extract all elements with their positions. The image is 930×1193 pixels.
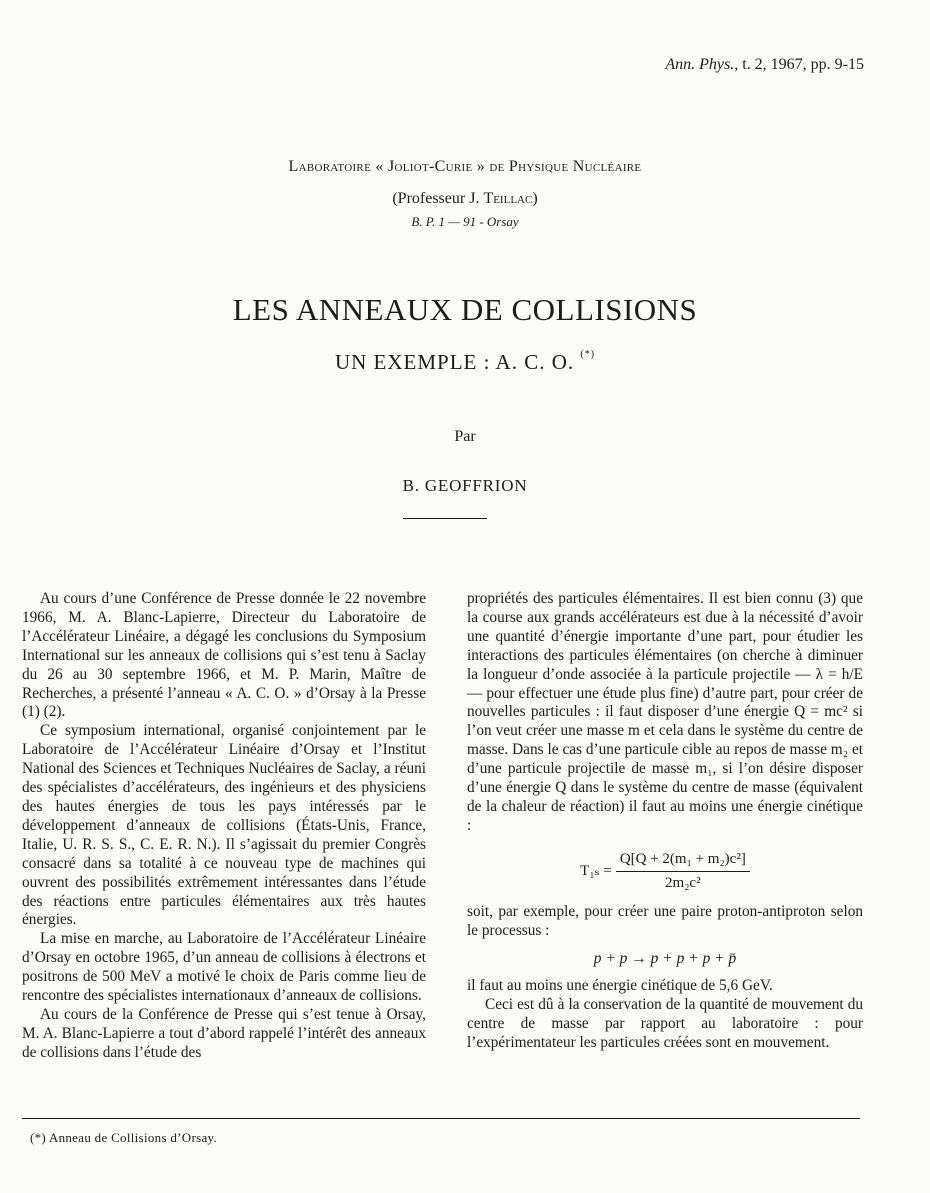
title-divider — [403, 518, 487, 519]
affiliation-laboratory: Laboratoire « Joliot-Curie » de Physique Nucléaire — [288, 158, 642, 175]
affiliation-director — [0, 190, 930, 208]
citation-details: , t. 2, 1967, pp. 9-15 — [734, 56, 864, 73]
by-line: Par — [454, 428, 476, 445]
running-header — [665, 56, 864, 74]
right-paragraph-1: propriétés des particules élémentaires. Il est bien connu (3) que la course aux grands accélérateurs est due à la nécessité d’avoir une quantité d’énergie importante d’une part, pour étudier les interactions des particules élémentaires (on cherche à diminuer la longueur d’onde associée à la particule projectile — λ = h/E — pour effectuer une étude plus fine) d’autre part, pour créer de nouvelles particules : il faut disposer d’une énergie Q = mc² si l’on veut créer une masse m et cela dans le système du centre de masse. Dans le cas d’une particule cible au repos de masse m₂ et d’une particule projectile de masse m₁, si l’on désire disposer d’une énergie Q dans le système du centre de masse (équivalent de la chaleur de réaction) il faut au moins une énergie cinétique : — [467, 590, 863, 834]
formula-denominator: 2m₂c² — [665, 874, 701, 891]
journal-name: Ann. Phys. — [665, 56, 735, 73]
right-paragraph-2: soit, par exemple, pour créer une paire proton-antiproton selon le processus : — [467, 902, 863, 939]
kinetic-energy-formula — [467, 850, 863, 893]
right-column — [467, 590, 863, 1053]
director-name: Teillac — [483, 190, 533, 207]
article-title: LES ANNEAUX DE COLLISIONS — [232, 292, 698, 327]
right-paragraph-4: Ceci est dû à la conservation de la quantité de mouvement du centre de masse par rapport au laboratoire : pour l’expérimentateur les particules créées sont en mouvement. — [467, 996, 863, 1052]
formula-numerator: Q[Q + 2(m₁ + m₂)c²] — [616, 850, 750, 872]
left-column — [22, 590, 426, 1063]
footnote-marker: (*) — [580, 349, 596, 360]
reaction-formula: p + p → p + p + p + p̄ — [593, 950, 737, 968]
director-prefix: (Professeur J. — [392, 190, 484, 207]
affiliation-address: B. P. 1 — 91 - Orsay — [411, 214, 519, 229]
subtitle-text: UN EXEMPLE : A. C. O. — [334, 350, 575, 374]
formula-fraction — [616, 850, 750, 893]
left-paragraph-2: Ce symposium international, organisé conjointement par le Laboratoire de l’Accélérateur Linéaire d’Orsay et l’Institut National des Sciences et Techniques Nucléaires de Saclay, a réuni des spécialistes d’accélérateurs, des ingénieurs et des physiciens des hautes énergies de tous les pays intéressés par le développement d’anneaux de collisions (États-Unis, France, Italie, U. R. S. S., C. E. R. N.). Il s’agissait du premier Congrès consacré dans sa totalité à ce nouveau type de machines qui ouvrent des possibilités extrêmement intéressantes dans l’étude des réactions entre particules élémentaires aux très hautes énergies. — [22, 722, 426, 929]
left-paragraph-1: Au cours d’une Conférence de Presse donnée le 22 novembre 1966, M. A. Blanc-Lapierre, Directeur du Laboratoire de l’Accélérateur Linéaire, a dégagé les conclusions du Symposium International sur les anneaux de collisions qui s’est tenu à Saclay du 26 au 30 septembre 1966, et M. P. Marin, Maître de Recherches, a présenté l’anneau « A. C. O. » d’Orsay à la Presse (1) (2). — [22, 590, 426, 721]
author-name: B. GEOFFRION — [402, 476, 528, 495]
right-paragraph-3: il faut au moins une énergie cinétique de 5,6 GeV. — [467, 977, 773, 995]
left-paragraph-4: Au cours de la Conférence de Presse qui s’est tenue à Orsay, M. A. Blanc-Lapierre a tout d’abord rappelé l’intérêt des anneaux de collisions dans l’étude des — [22, 1005, 426, 1061]
footnote: (*) Anneau de Collisions d’Orsay. — [30, 1130, 218, 1145]
left-paragraph-3: La mise en marche, au Laboratoire de l’Accélérateur Linéaire d’Orsay en octobre 1965, d’un anneau de collisions à électrons et positrons de 500 MeV a motivé le choix de Paris comme lieu de rencontre des spécialistes internationaux d’anneaux de collisions. — [22, 930, 426, 1005]
formula-lhs: T₁ₛ = — [580, 862, 612, 879]
director-suffix: ) — [532, 190, 538, 207]
footnote-divider — [22, 1118, 860, 1119]
article-subtitle — [0, 350, 930, 375]
